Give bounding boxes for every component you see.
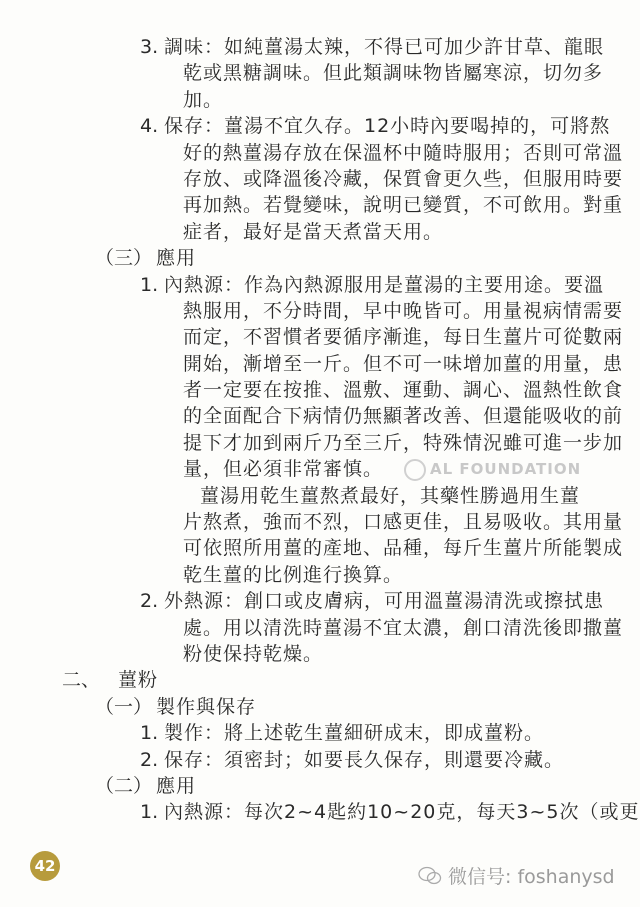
text-line (0, 483, 640, 509)
line-text: 薑湯用乾生薑熬煮最好，其藥性勝過用生薑 (200, 484, 581, 507)
line-text: 乾生薑的比例進行換算。 (183, 563, 404, 586)
list-marker: （二） (95, 774, 153, 797)
text-line (0, 166, 640, 192)
line-text: 存放、或降溫後冷藏，保質會更久些，但服用時要 (183, 167, 624, 190)
text-line (0, 773, 640, 799)
line-text: 薑粉 (118, 669, 159, 692)
page-number-badge: 42 (30, 851, 60, 881)
list-marker: 1. (140, 273, 159, 296)
line-text: 而定，不習慣者要循序漸進，每日生薑片可從數兩 (183, 326, 624, 349)
line-text: 內熱源：每次2~4匙約10~20克，每天3~5次（或更 (164, 801, 640, 824)
line-text: 片熬煮，強而不烈，口感更佳，且易吸收。其用量 (183, 511, 624, 534)
line-text: 再加熱。若覺變味，說明已變質，不可飲用。對重 (183, 194, 624, 217)
list-marker: 2. (140, 748, 159, 771)
text-line (0, 351, 640, 377)
text-line (0, 588, 640, 614)
list-marker: 3. (140, 36, 159, 58)
line-text: 開始，漸增至一斤。但不可一味增加薑的用量，患 (183, 352, 624, 375)
text-line (0, 219, 640, 245)
watermark-text: AL FOUNDATION (430, 460, 582, 478)
list-marker: （一） (95, 695, 153, 718)
line-text: 可依照所用薑的產地、品種，每斤生薑片所能製成 (183, 537, 624, 560)
text-line (0, 615, 640, 641)
list-marker: 1. (140, 722, 159, 745)
list-marker: 二、 (62, 669, 101, 692)
line-text: 者一定要在按推、溫敷、運動、調心、溫熱性飲食 (183, 379, 624, 402)
line-text: 熱服用，不分時間，早中晚皆可。用量視病情需要 (183, 299, 624, 322)
text-line (0, 113, 640, 139)
line-text: 量，但必須非常審慎。 (183, 458, 384, 481)
line-text: 粉使保持乾燥。 (183, 642, 324, 665)
text-line (0, 562, 640, 588)
text-line (0, 192, 640, 218)
text-line (0, 140, 640, 166)
text-line (0, 535, 640, 561)
text-line (0, 403, 640, 429)
line-text: 保存：須密封；如要長久保存，則還要冷藏。 (164, 748, 565, 771)
text-line (0, 641, 640, 667)
line-text: 外熱源：創口或皮膚病，可用溫薑湯清洗或擦拭患 (164, 590, 605, 613)
text-line (0, 324, 640, 350)
text-line (0, 34, 640, 60)
wechat-id-text: 微信号: foshanysd (448, 866, 615, 888)
text-line (0, 720, 640, 746)
text-line (0, 87, 640, 113)
line-text: 好的熱薑湯存放在保溫杯中隨時服用；否則可常溫 (183, 141, 624, 164)
text-line (0, 747, 640, 773)
wechat-watermark (418, 862, 615, 889)
text-line (0, 667, 640, 693)
text-line (0, 430, 640, 456)
text-line (0, 377, 640, 403)
list-marker: （三） (95, 247, 153, 270)
line-text: 製作與保存 (156, 695, 257, 718)
text-line (0, 509, 640, 535)
line-text: 應用 (156, 774, 197, 797)
line-text: 加。 (183, 88, 224, 111)
line-text: 應用 (156, 247, 197, 270)
list-marker: 1. (140, 801, 159, 824)
wechat-icon (418, 866, 442, 886)
text-line (0, 245, 640, 271)
line-text: 處。用以清洗時薑湯不宜太濃，創口清洗後即撒薑 (183, 616, 624, 639)
text-line (0, 298, 640, 324)
line-text: 症者，最好是當天煮當天用。 (183, 220, 444, 243)
text-line (0, 272, 640, 298)
text-line (0, 799, 640, 825)
line-text: 調味：如純薑湯太辣，不得已可加少許甘草、龍眼 (164, 36, 605, 58)
watermark-logo-icon (404, 459, 426, 481)
line-text: 內熱源：作為內熱源服用是薑湯的主要用途。要溫 (164, 273, 605, 296)
list-marker: 4. (140, 115, 159, 138)
line-text: 提下才加到兩斤乃至三斤，特殊情況雖可進一步加 (183, 431, 624, 454)
list-marker: 2. (140, 590, 159, 613)
line-text: 的全面配合下病情仍無顯著改善、但還能吸收的前 (183, 405, 624, 428)
line-text: 製作：將上述乾生薑細研成末，即成薑粉。 (164, 722, 545, 745)
line-text: 保存：薑湯不宜久存。12小時內要喝掉的，可將熬 (164, 115, 611, 138)
text-line (0, 60, 640, 86)
document-body (0, 34, 640, 826)
line-text: 乾或黑糖調味。但此類調味物皆屬寒涼，切勿多 (183, 62, 604, 85)
text-line (0, 694, 640, 720)
